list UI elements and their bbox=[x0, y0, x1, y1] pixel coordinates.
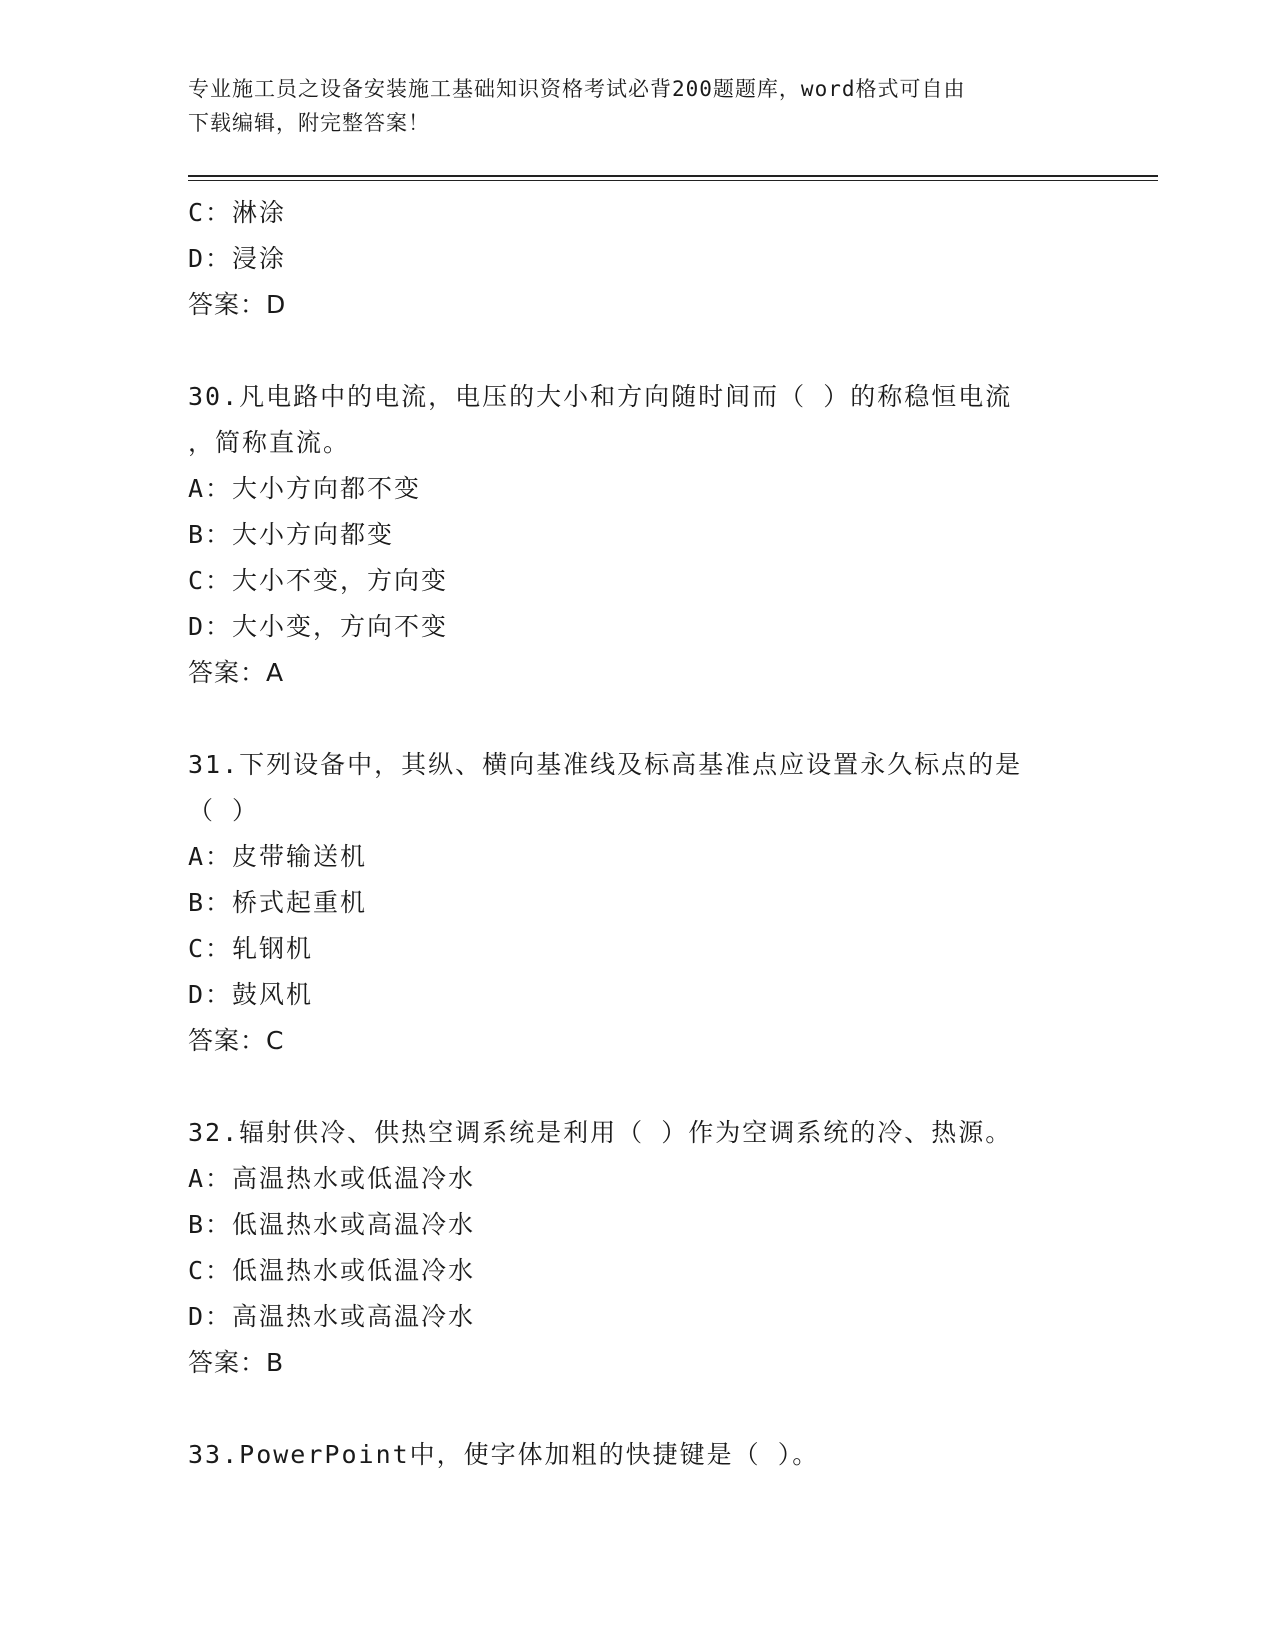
prev-question bbox=[188, 190, 1138, 328]
option-a: A：大小方向都不变 bbox=[188, 474, 422, 503]
option-b: B：大小方向都变 bbox=[188, 520, 395, 549]
question-31 bbox=[188, 742, 1138, 1064]
option-b: B：低温热水或高温冷水 bbox=[188, 1210, 476, 1239]
question-30 bbox=[188, 374, 1138, 696]
option-d: D：鼓风机 bbox=[188, 980, 314, 1009]
question-stem: 32.辐射供冷、供热空调系统是利用（ ）作为空调系统的冷、热源。 bbox=[188, 1118, 1013, 1147]
answer: 答案：D bbox=[188, 290, 287, 319]
question-32 bbox=[188, 1110, 1138, 1386]
header-line: 下载编辑，附完整答案！ bbox=[188, 111, 430, 135]
option-d: D：高温热水或高温冷水 bbox=[188, 1302, 476, 1331]
option-a: A：高温热水或低温冷水 bbox=[188, 1164, 476, 1193]
question-stem: （ ） bbox=[188, 796, 260, 825]
option-c: C：低温热水或低温冷水 bbox=[188, 1256, 476, 1285]
question-33 bbox=[188, 1432, 1138, 1478]
header-line: 专业施工员之设备安装施工基础知识资格考试必背200题题库，word格式可自由 bbox=[188, 77, 966, 101]
question-stem: 33.PowerPoint中，使字体加粗的快捷键是（ ）。 bbox=[188, 1440, 820, 1469]
answer: 答案：A bbox=[188, 658, 285, 687]
option-a: A：皮带输送机 bbox=[188, 842, 368, 871]
document-header bbox=[188, 72, 1088, 140]
option-b: B：桥式起重机 bbox=[188, 888, 368, 917]
option-d: D：大小变，方向不变 bbox=[188, 612, 449, 641]
question-stem: 30.凡电路中的电流，电压的大小和方向随时间而（ ）的称稳恒电流 bbox=[188, 382, 1013, 411]
option-c: C：淋涂 bbox=[188, 198, 287, 227]
question-list bbox=[188, 190, 1138, 1478]
option-c: C：轧钢机 bbox=[188, 934, 314, 963]
option-c: C：大小不变，方向变 bbox=[188, 566, 449, 595]
question-stem: 31.下列设备中，其纵、横向基准线及标高基准点应设置永久标点的是 bbox=[188, 750, 1023, 779]
question-stem: ，简称直流。 bbox=[188, 428, 351, 457]
answer: 答案：C bbox=[188, 1026, 285, 1055]
header-rule bbox=[188, 180, 1158, 181]
option-d: D：浸涂 bbox=[188, 244, 287, 273]
answer: 答案：B bbox=[188, 1348, 285, 1377]
header-rule bbox=[188, 175, 1158, 177]
